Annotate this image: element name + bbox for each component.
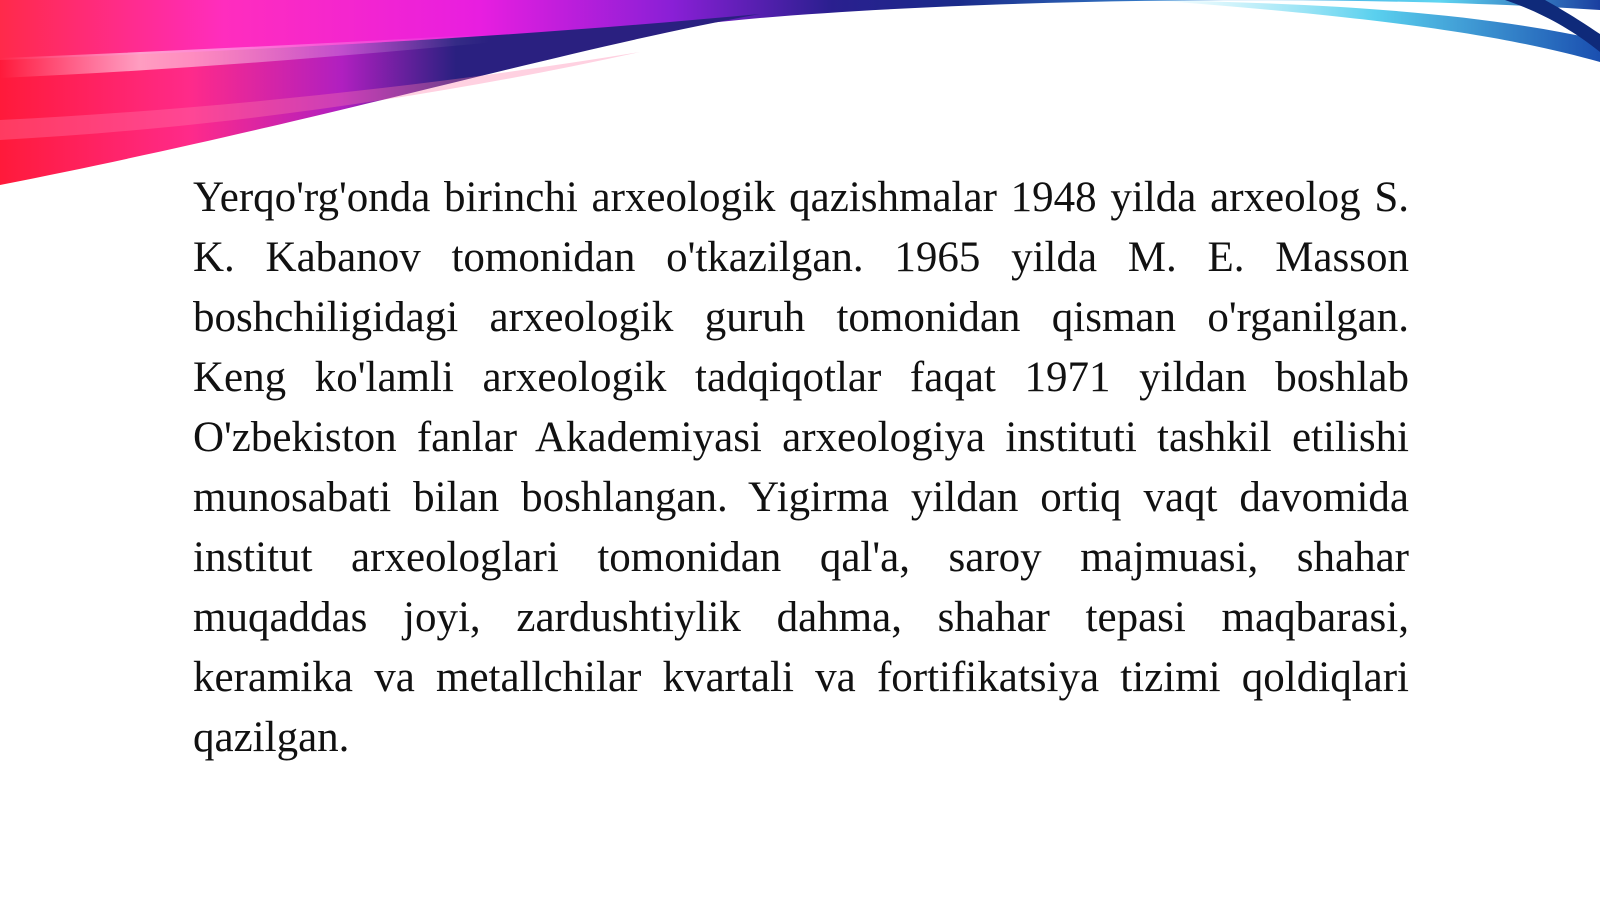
slide-body-paragraph: Yerqo'rg'onda birinchi arxeologik qazishmalar 1948 yilda arxeolog S. K. Kabanov tomonidan o'tkazilgan. 1965 yilda M. E. Masson boshchiligidagi arxeologik guruh tomonidan qisman o'rganilgan. Keng ko'lamli arxeologik tadqiqotlar faqat 1971 yildan boshlab O'zbekiston fanlar Akademiyasi arxeologiya instituti tashkil etilishi munosabati bilan boshlangan. Yigirma yildan ortiq vaqt davomida institut arxeologlari tomonidan qal'a, saroy majmuasi, shahar muqaddas joyi, zardushtiylik dahma, shahar tepasi maqbarasi, keramika va metallchilar kvartali va fortifikatsiya tizimi qoldiqlari qazilgan. (193, 174, 1409, 761)
